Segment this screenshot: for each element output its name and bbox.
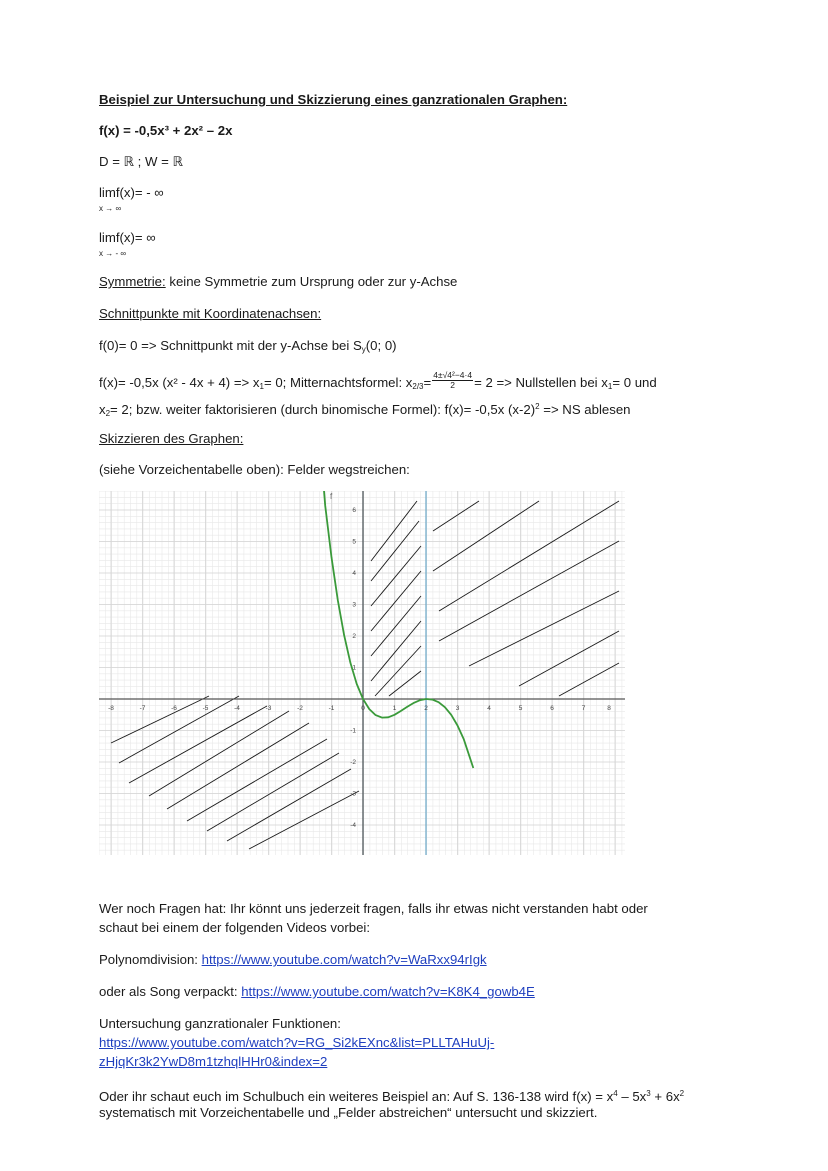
domain-range: D = ℝ ; W = ℝ: [99, 154, 183, 169]
x-tick-label: -1: [328, 705, 335, 712]
closing-line-2: systematisch mit Vorzeichentabelle und „Felder abstreichen“ untersucht und skizziert.: [99, 1105, 598, 1120]
intersections-heading: Schnittpunkte mit Koordinatenachsen:: [99, 306, 322, 321]
symmetry-label: Symmetrie:: [99, 274, 166, 289]
sketch-note: (siehe Vorzeichentabelle oben): Felder wegstreichen:: [99, 462, 410, 477]
x-tick-label: 1: [392, 705, 397, 712]
symmetry-text: keine Symmetrie zum Ursprung oder zur y-Achse: [165, 274, 458, 289]
closing-text-c: + 6x: [650, 1089, 680, 1104]
roots2-sub-a: 2: [105, 409, 111, 418]
video1-link[interactable]: https://www.youtube.com/watch?v=WaRxx94rIgk: [201, 952, 487, 967]
x-tick-label: 5: [518, 705, 523, 712]
x-tick-label: 4: [487, 705, 491, 712]
x-tick-label: -4: [234, 705, 240, 712]
video-polynomdivision: [99, 951, 487, 968]
video3-label: Untersuchung ganzrationaler Funktionen:: [99, 1016, 341, 1031]
roots-text-b: = 0; Mitternachtsformel: x: [263, 375, 413, 390]
x-tick-label: -6: [171, 705, 177, 712]
y-tick-label: 2: [352, 633, 356, 640]
y-tick-label: 1: [352, 664, 356, 672]
x-tick-label: 8: [607, 705, 611, 712]
video1-label: Polynomdivision:: [99, 952, 202, 967]
roots-text-c: =: [423, 375, 432, 390]
y-tick-label: -1: [350, 727, 356, 735]
y-tick-label: -2: [350, 759, 356, 766]
x-tick-label: 3: [455, 705, 460, 712]
fraction-denominator: 2: [450, 380, 455, 391]
hatch-line: [111, 696, 209, 743]
limit-minus-infinity-sub: x → - ∞: [99, 249, 127, 258]
quadratic-formula-fraction: [432, 371, 473, 390]
hatch-line: [371, 571, 421, 631]
hatch-line: [149, 711, 289, 796]
x-tick-label: 6: [550, 705, 554, 712]
closing-sup-2: 3: [646, 1089, 651, 1098]
y-intercept-sub: y: [361, 345, 366, 354]
roots2-sup: 2: [535, 402, 540, 411]
limit-plus-infinity-sub: x → ∞: [99, 204, 122, 213]
sketch-heading: Skizzieren des Graphen:: [99, 431, 244, 446]
y-tick-label: -3: [350, 790, 356, 798]
limit-plus-infinity: limf(x)= - ∞: [99, 185, 164, 200]
y-intercept-text: f(0)= 0 => Schnittpunkt mit der y-Achse bei S: [99, 338, 362, 353]
x-tick-label: 7: [581, 705, 586, 712]
axis-label-f: f: [330, 492, 333, 501]
hatch-line: [371, 546, 421, 606]
questions-line-2: schaut bei einem der folgenden Videos vorbei:: [99, 920, 371, 935]
roots2-text-b: = 2; bzw. weiter faktorisieren (durch binomische Formel): f(x)= -0,5x (x-2): [110, 402, 536, 417]
hatch-line: [371, 596, 421, 656]
video-song: [99, 983, 535, 1000]
closing-sup-3: 2: [679, 1089, 685, 1098]
roots2-text-a: x: [99, 402, 106, 417]
y-intercept-point: (0; 0): [365, 338, 397, 353]
x-tick-label: -2: [297, 705, 303, 712]
x-tick-label: 2: [424, 705, 428, 712]
x-tick-label: -7: [139, 705, 146, 712]
function-graph: [99, 491, 625, 855]
video3-link-part2[interactable]: zHjqKr3k2YwD8m1tzhqlHHr0&index=2: [99, 1054, 328, 1069]
video2-label: oder als Song verpackt:: [99, 984, 242, 999]
heading: Beispiel zur Untersuchung und Skizzierung eines ganzrationalen Graphen:: [99, 92, 568, 107]
roots-text-d: = 2 => Nullstellen bei x: [474, 375, 608, 390]
closing-text-b: – 5x: [617, 1089, 647, 1104]
hatch-line: [187, 739, 327, 821]
roots2-text-c: => NS ablesen: [539, 402, 631, 417]
roots-text-e: = 0 und: [612, 375, 657, 390]
x-tick-label: -3: [265, 705, 272, 712]
y-tick-label: 5: [352, 538, 356, 546]
roots-line-1: [99, 370, 657, 395]
video2-link[interactable]: https://www.youtube.com/watch?v=K8K4_gowb4E: [241, 984, 535, 999]
symmetry-line: [99, 273, 457, 290]
questions-line-1: Wer noch Fragen hat: Ihr könnt uns jederzeit fragen, falls ihr etwas nicht verstanden habt oder: [99, 901, 648, 916]
roots-sub-d: 1: [607, 382, 613, 391]
y-tick-label: 3: [352, 601, 356, 609]
hatch-line: [389, 671, 421, 696]
closing-sup-1: 4: [613, 1089, 618, 1098]
limit-minus-infinity: limf(x)= ∞: [99, 230, 156, 245]
roots-text-a: f(x)= -0,5x (x² - 4x + 4) => x: [99, 375, 260, 390]
function-definition: f(x) = -0,5x³ + 2x² – 2x: [99, 123, 233, 138]
video3-link-part1[interactable]: https://www.youtube.com/watch?v=RG_Si2kEXnc&list=PLLTAHuUj-: [99, 1035, 495, 1050]
x-tick-label: 0: [361, 705, 365, 712]
closing-text-a: Oder ihr schaut euch im Schulbuch ein weiteres Beispiel an: Auf S. 136-138 wird f(x) = x: [99, 1089, 614, 1104]
y-tick-label: 4: [352, 570, 356, 577]
fraction-numerator: 4±√4²−4·4: [433, 370, 473, 381]
y-tick-label: 6: [352, 507, 356, 514]
closing-line-1: [99, 1085, 684, 1105]
y-intercept-line: [99, 337, 397, 358]
x-tick-label: -8: [108, 705, 114, 712]
hatch-line: [559, 663, 619, 696]
x-tick-label: -5: [202, 705, 209, 712]
roots-sub-b: 2/3: [412, 382, 424, 391]
roots-sub-a: 1: [259, 382, 264, 391]
y-tick-label: -4: [350, 822, 356, 829]
roots-line-2: [99, 398, 631, 422]
